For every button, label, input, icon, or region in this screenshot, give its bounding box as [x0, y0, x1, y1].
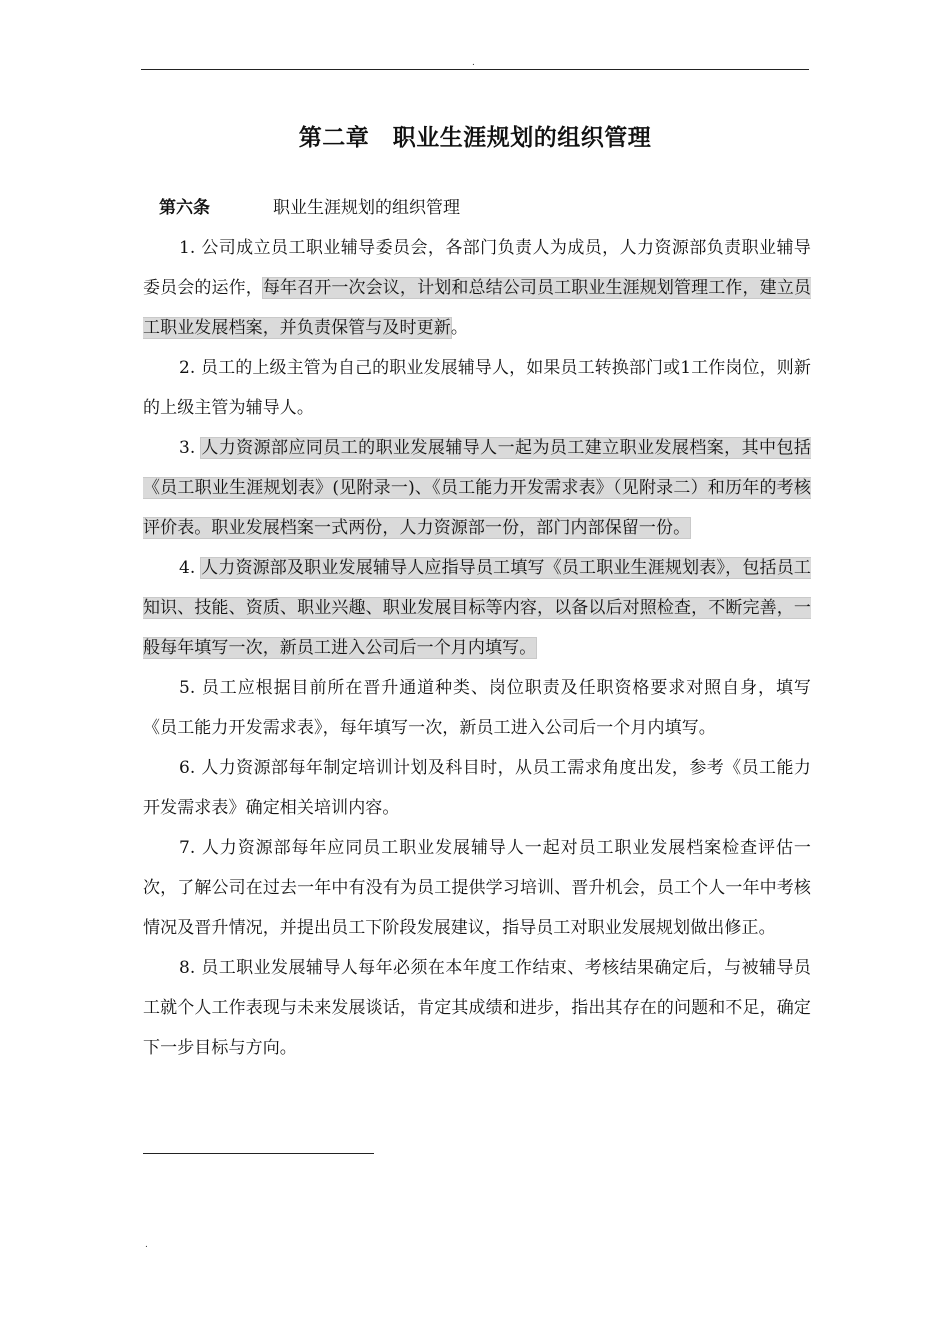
clause-number: 6.	[179, 758, 196, 778]
clause-item-8	[143, 948, 811, 1068]
header-rule	[141, 69, 809, 70]
clause-number: 1.	[179, 238, 196, 258]
clause-item-7	[143, 828, 811, 948]
clause-text: 员工的上级主管为自己的职业发展辅导人，如果员工转换部门或1工作岗位，则新的上级主管为辅导人。	[143, 358, 811, 418]
clause-text: 人力资源部每年应同员工职业发展辅导人一起对员工职业发展档案检查评估一次，了解公司在过去一年中有没有为员工提供学习培训、晋升机会，员工个人一年中考核情况及晋升情况，并提出员工下阶段发展建议，指导员工对职业发展规划做出修正。	[143, 838, 811, 938]
clause-item-5	[143, 668, 811, 748]
article-heading	[159, 192, 460, 224]
footnote-separator	[143, 1153, 374, 1154]
article-number: 第六条	[159, 198, 210, 218]
clause-number: 8.	[179, 958, 196, 978]
clause-text: 公司成立员工职业辅导委员会，各部门负责人为成员，人力资源部负责职业辅导委员会的运作，	[143, 238, 811, 298]
clause-number: 7.	[179, 838, 196, 858]
clause-list	[143, 228, 811, 1068]
clause-text-end: 。	[450, 318, 468, 338]
header-mark: .	[472, 58, 475, 68]
article-title: 职业生涯规划的组织管理	[273, 198, 460, 218]
highlighted-text: 人力资源部应同员工的职业发展辅导人一起为员工建立职业发展档案，其中包括《员工职业生涯规划表》(见附录一)、《员工能力开发需求表》（见附录二）和历年的考核评价表。职业发展档案一式两份，人力资源部一份，部门内部保留一份。	[143, 438, 811, 538]
clause-item-4	[143, 548, 811, 668]
clause-item-6	[143, 748, 811, 828]
clause-number: 2.	[179, 358, 196, 378]
clause-text: 人力资源部每年制定培训计划及科目时，从员工需求角度出发，参考《员工能力开发需求表》确定相关培训内容。	[143, 758, 811, 818]
clause-item-1	[143, 228, 811, 348]
highlighted-text: 人力资源部及职业发展辅导人应指导员工填写《员工职业生涯规划表》，包括员工知识、技能、资质、职业兴趣、职业发展目标等内容，以备以后对照检查，不断完善，一般每年填写一次，新员工进入公司后一个月内填写。	[143, 558, 811, 658]
clause-number: 4.	[179, 558, 196, 578]
highlighted-text: 每年召开一次会议，计划和总结公司员工职业生涯规划管理工作，建立员工职业发展档案，并负责保管与及时更新	[143, 278, 811, 338]
clause-number: 3.	[179, 438, 196, 458]
footer-mark: .	[145, 1240, 148, 1250]
clause-item-2	[143, 348, 811, 428]
clause-number: 5.	[179, 678, 196, 698]
chapter-title: 第二章 职业生涯规划的组织管理	[298, 125, 652, 151]
clause-text: 员工职业发展辅导人每年必须在本年度工作结束、考核结果确定后，与被辅导员工就个人工作表现与未来发展谈话，肯定其成绩和进步，指出其存在的问题和不足，确定下一步目标与方向。	[143, 958, 811, 1058]
clause-item-3	[143, 428, 811, 548]
clause-text: 员工应根据目前所在晋升通道种类、岗位职责及任职资格要求对照自身，填写《员工能力开发需求表》，每年填写一次，新员工进入公司后一个月内填写。	[143, 678, 811, 738]
